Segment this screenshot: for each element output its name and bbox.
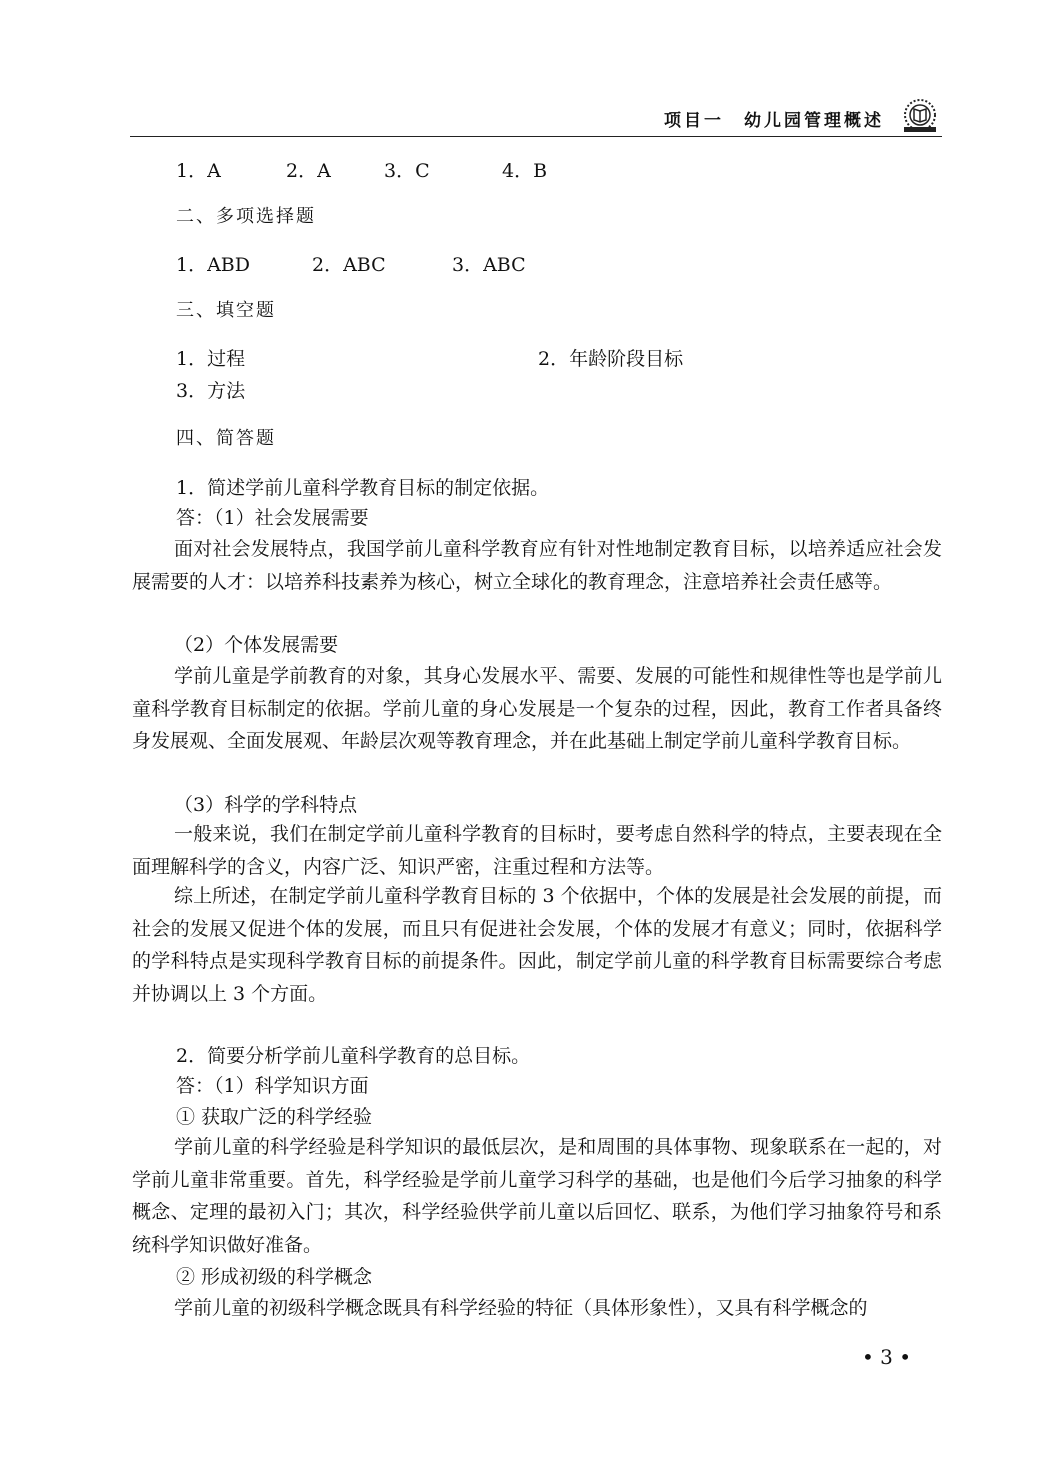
- answer-item: 3．ABC: [452, 254, 526, 276]
- answer-item: 2．ABC: [312, 254, 386, 276]
- running-header: [130, 98, 942, 137]
- answer-item: 1．A: [176, 160, 221, 182]
- sub-heading: （3）科学的学科特点: [174, 794, 358, 816]
- answer-item: 3．C: [384, 160, 430, 182]
- answer-item: 2．A: [286, 160, 331, 182]
- answer-item: 1．ABD: [176, 254, 251, 276]
- answer-item: 2．年龄阶段目标: [538, 348, 684, 370]
- answer-intro: 答：（1）科学知识方面: [176, 1075, 369, 1097]
- answer-item: 3．方法: [176, 380, 246, 402]
- paragraph: 面对社会发展特点，我国学前儿童科学教育应有针对性地制定教育目标，以培养适应社会发展需要的人才：以培养科技素养为核心，树立全球化的教育理念，注意培养社会责任感等。: [132, 538, 942, 593]
- answer-item: 1．过程: [176, 348, 246, 370]
- section-heading: 三、填空题: [176, 300, 276, 321]
- paragraph: 综上所述，在制定学前儿童科学教育目标的 3 个依据中，个体的发展是社会发展的前提，而社会的发展又促进个体的发展，而且只有促进社会发展，个体的发展才有意义；同时，依据科学的学科特点是实现科学教育目标的前提条件。因此，制定学前儿童的科学教育目标需要综合考虑并协调以上 3 个方面。: [132, 885, 942, 1005]
- sub-heading: （2）个体发展需要: [174, 634, 339, 656]
- list-item: ① 获取广泛的科学经验: [176, 1106, 373, 1128]
- book-emblem-icon: [900, 98, 940, 134]
- answer-item: 4．B: [502, 160, 548, 182]
- answer-intro: 答：（1）社会发展需要: [176, 507, 369, 529]
- paragraph: 学前儿童是学前教育的对象，其身心发展水平、需要、发展的可能性和规律性等也是学前儿童科学教育目标制定的依据。学前儿童的身心发展是一个复杂的过程，因此，教育工作者具备终身发展观、全面发展观、年龄层次观等教育理念，并在此基础上制定学前儿童科学教育目标。: [132, 665, 942, 753]
- question-1: 1．简述学前儿童科学教育目标的制定依据。: [176, 477, 550, 499]
- paragraph: 学前儿童的科学经验是科学知识的最低层次，是和周围的具体事物、现象联系在一起的，对学前儿童非常重要。首先，科学经验是学前儿童学习科学的基础，也是他们今后学习抽象的科学概念、定理的最初入门；其次，科学经验供学前儿童以后回忆、联系，为他们学习抽象符号和系统科学知识做好准备。: [132, 1136, 942, 1256]
- question-2: 2．简要分析学前儿童科学教育的总目标。: [176, 1045, 531, 1067]
- header-title: 项目一 幼儿园管理概述: [664, 111, 884, 131]
- section-heading: 四、简答题: [176, 428, 276, 449]
- paragraph: 学前儿童的初级科学概念既具有科学经验的特征（具体形象性），又具有科学概念的: [174, 1297, 868, 1319]
- paragraph: 一般来说，我们在制定学前儿童科学教育的目标时，要考虑自然科学的特点，主要表现在全面理解科学的含义，内容广泛、知识严密，注重过程和方法等。: [132, 823, 942, 878]
- list-item: ② 形成初级的科学概念: [176, 1266, 373, 1288]
- section-heading: 二、多项选择题: [176, 206, 316, 227]
- page-number: • 3 •: [862, 1345, 912, 1369]
